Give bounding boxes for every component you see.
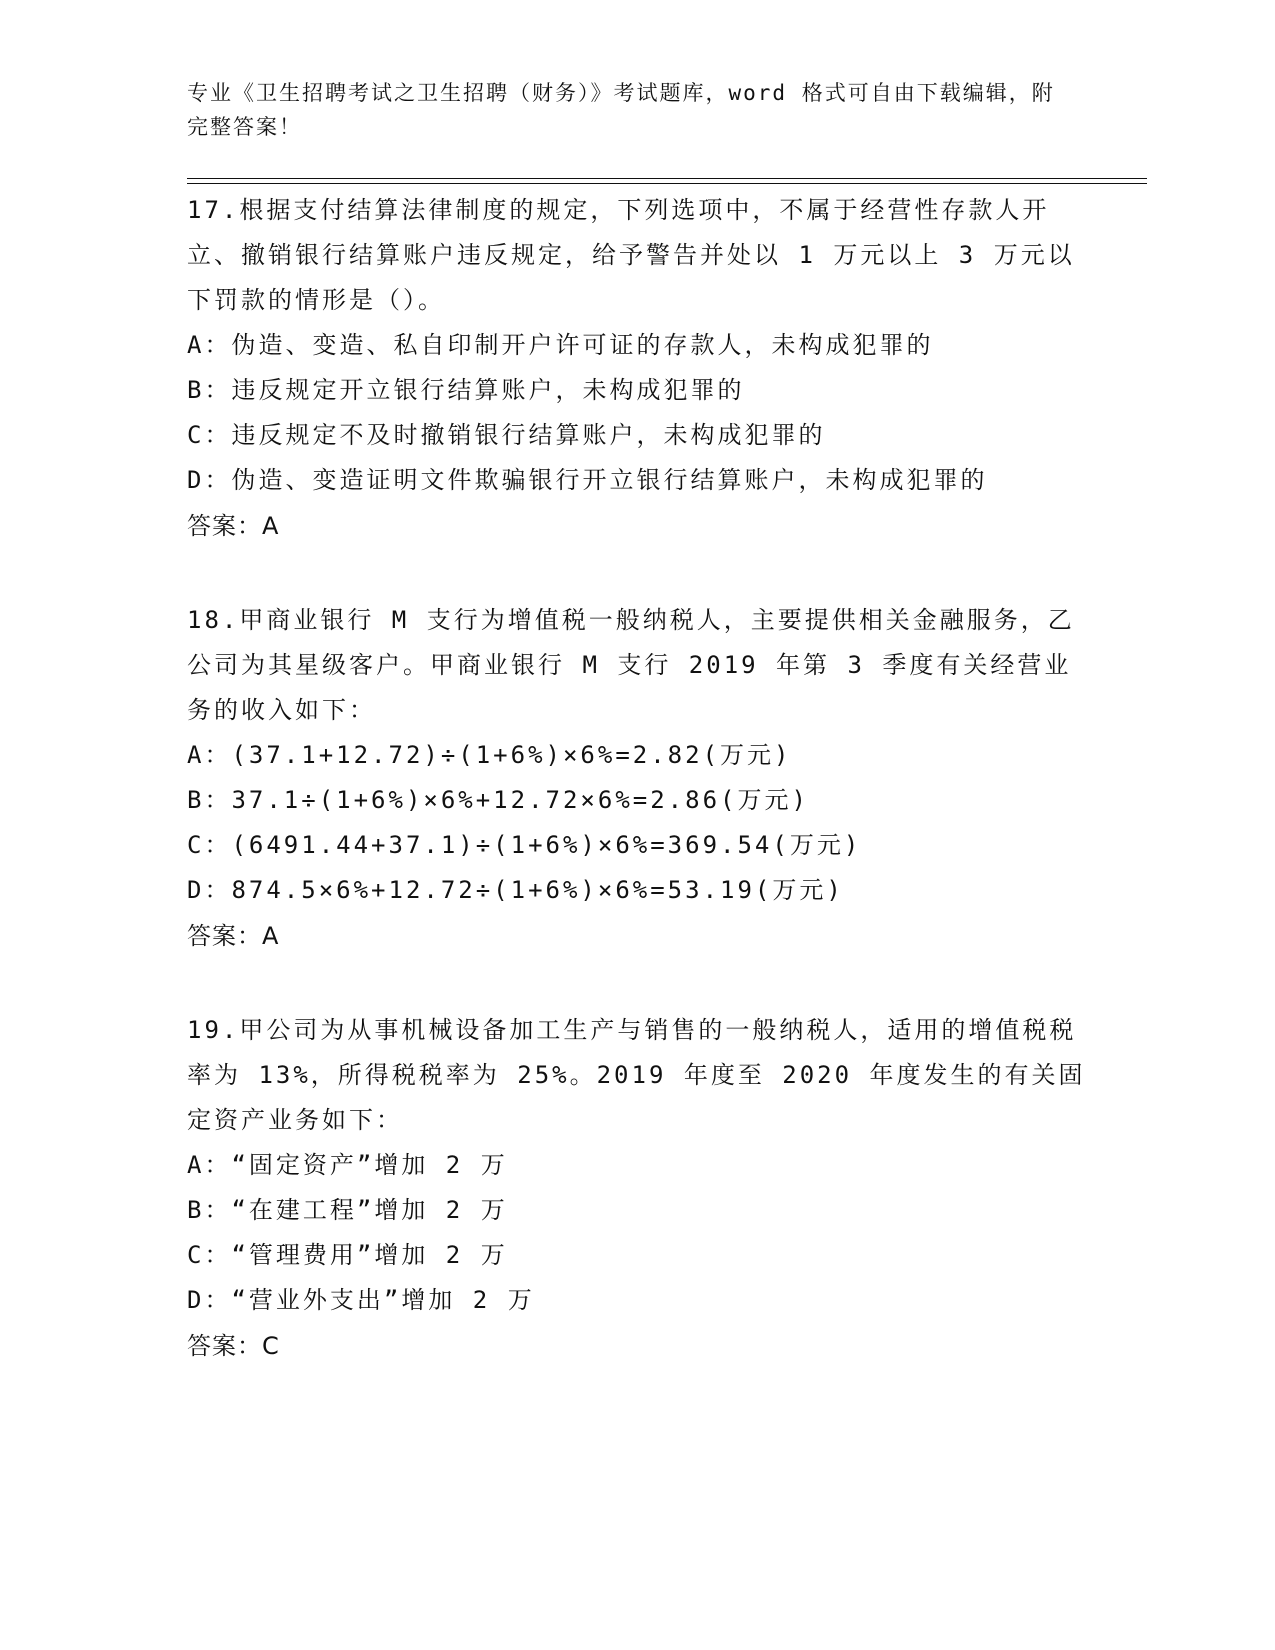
option-b: B：37.1÷(1+6%)×6%+12.72×6%=2.86(万元) <box>187 786 809 814</box>
question-19 <box>187 1008 1087 1369</box>
header-rule-bottom <box>187 183 1147 184</box>
question-18 <box>187 598 1087 959</box>
option-c: C：违反规定不及时撤销银行结算账户，未构成犯罪的 <box>187 421 826 449</box>
question-17 <box>187 188 1087 549</box>
question-stem: 17.根据支付结算法律制度的规定，下列选项中，不属于经营性存款人开立、撤销银行结算账户违反规定，给予警告并处以 1 万元以上 3 万元以下罚款的情形是（）。 <box>187 196 1075 314</box>
option-a: A：伪造、变造、私自印制开户许可证的存款人，未构成犯罪的 <box>187 331 934 359</box>
answer-line: 答案：A <box>187 512 280 540</box>
option-d: D：伪造、变造证明文件欺骗银行开立银行结算账户，未构成犯罪的 <box>187 466 988 494</box>
option-a: A：“固定资产”增加 2 万 <box>187 1151 508 1179</box>
answer-line: 答案：A <box>187 922 280 950</box>
option-b: B：“在建工程”增加 2 万 <box>187 1196 508 1224</box>
page-header: 专业《卫生招聘考试之卫生招聘（财务）》考试题库，word 格式可自由下载编辑，附完整答案！ <box>187 81 1055 139</box>
option-b: B：违反规定开立银行结算账户，未构成犯罪的 <box>187 376 745 404</box>
option-d: D：“营业外支出”增加 2 万 <box>187 1286 535 1314</box>
header-rule-top <box>187 178 1147 179</box>
question-stem: 19.甲公司为从事机械设备加工生产与销售的一般纳税人，适用的增值税税率为 13%，所得税税率为 25%。2019 年度至 2020 年度发生的有关固定资产业务如下： <box>187 1016 1086 1134</box>
answer-line: 答案：C <box>187 1332 280 1360</box>
option-d: D：874.5×6%+12.72÷(1+6%)×6%=53.19(万元) <box>187 876 844 904</box>
question-stem: 18.甲商业银行 M 支行为增值税一般纳税人，主要提供相关金融服务，乙公司为其星级客户。甲商业银行 M 支行 2019 年第 3 季度有关经营业务的收入如下： <box>187 606 1075 724</box>
option-c: C：“管理费用”增加 2 万 <box>187 1241 508 1269</box>
option-a: A：(37.1+12.72)÷(1+6%)×6%=2.82(万元) <box>187 741 792 769</box>
option-c: C：(6491.44+37.1)÷(1+6%)×6%=369.54(万元) <box>187 831 862 859</box>
